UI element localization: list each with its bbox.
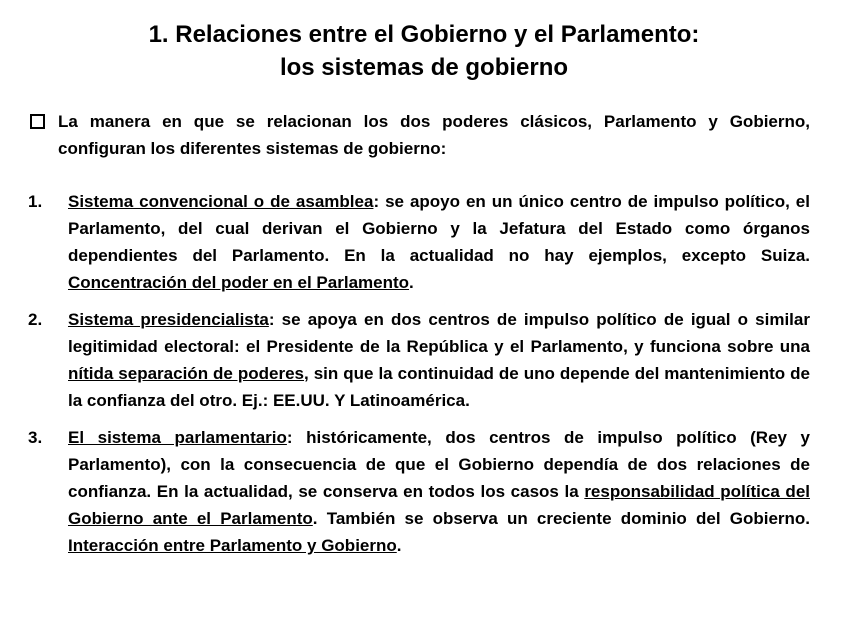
item-number: 3. [28, 428, 43, 447]
intro-paragraph [30, 108, 810, 162]
item-number: 2. [28, 310, 43, 329]
item-number: 1. [28, 192, 43, 211]
item-body: : se apoya en dos centros de impulso político de igual o similar legitimidad electoral: el Presidente de la República y el Parlamento, y funciona sobre una [68, 310, 810, 356]
item-emphasis: nítida separación de poderes [68, 364, 305, 383]
item-end: , sin que la continuidad de uno depende del mantenimiento de la confianza del otro. Ej.: EE.UU. Y Latinoamérica. [68, 364, 810, 410]
page-title [0, 18, 848, 84]
item-body: : se apoyo en un único centro de impulso político, el Parlamento, del cual derivan el Gobierno y la Jefatura del Estado como órganos dependientes del Parlamento. En la actualidad no hay ejemplos, excepto Suiza. [68, 192, 810, 265]
item-middle: . También se observa un creciente dominio del Gobierno. [312, 509, 810, 528]
item-term: El sistema parlamentario [68, 428, 287, 447]
item-end: . [396, 536, 402, 555]
list-item [28, 424, 810, 559]
list-item [28, 188, 810, 296]
item-term: Sistema presidencialista [68, 310, 269, 329]
item-emphasis: responsabilidad política del Gobierno ante el Parlamento [68, 482, 810, 528]
item-emphasis: Concentración del poder en el Parlamento [68, 273, 410, 292]
title-line-1: 1. Relaciones entre el Gobierno y el Parlamento: [148, 21, 700, 48]
list-item [28, 306, 810, 414]
item-emphasis-2: Interacción entre Parlamento y Gobierno [68, 536, 397, 555]
title-line-2: los sistemas de gobierno [279, 54, 569, 81]
item-term: Sistema convencional o de asamblea [68, 192, 374, 211]
intro-text: La manera en que se relacionan los dos poderes clásicos, Parlamento y Gobierno, configuran los diferentes sistemas de gobierno: [58, 112, 810, 158]
item-body: : históricamente, dos centros de impulso político (Rey y Parlamento), con la consecuencia de que el Gobierno dependía de dos relaciones de confianza. En la actualidad, se conserva en todos los casos la [68, 428, 810, 501]
systems-list [28, 188, 810, 569]
checkbox-icon [30, 114, 45, 129]
item-end: . [409, 273, 414, 292]
